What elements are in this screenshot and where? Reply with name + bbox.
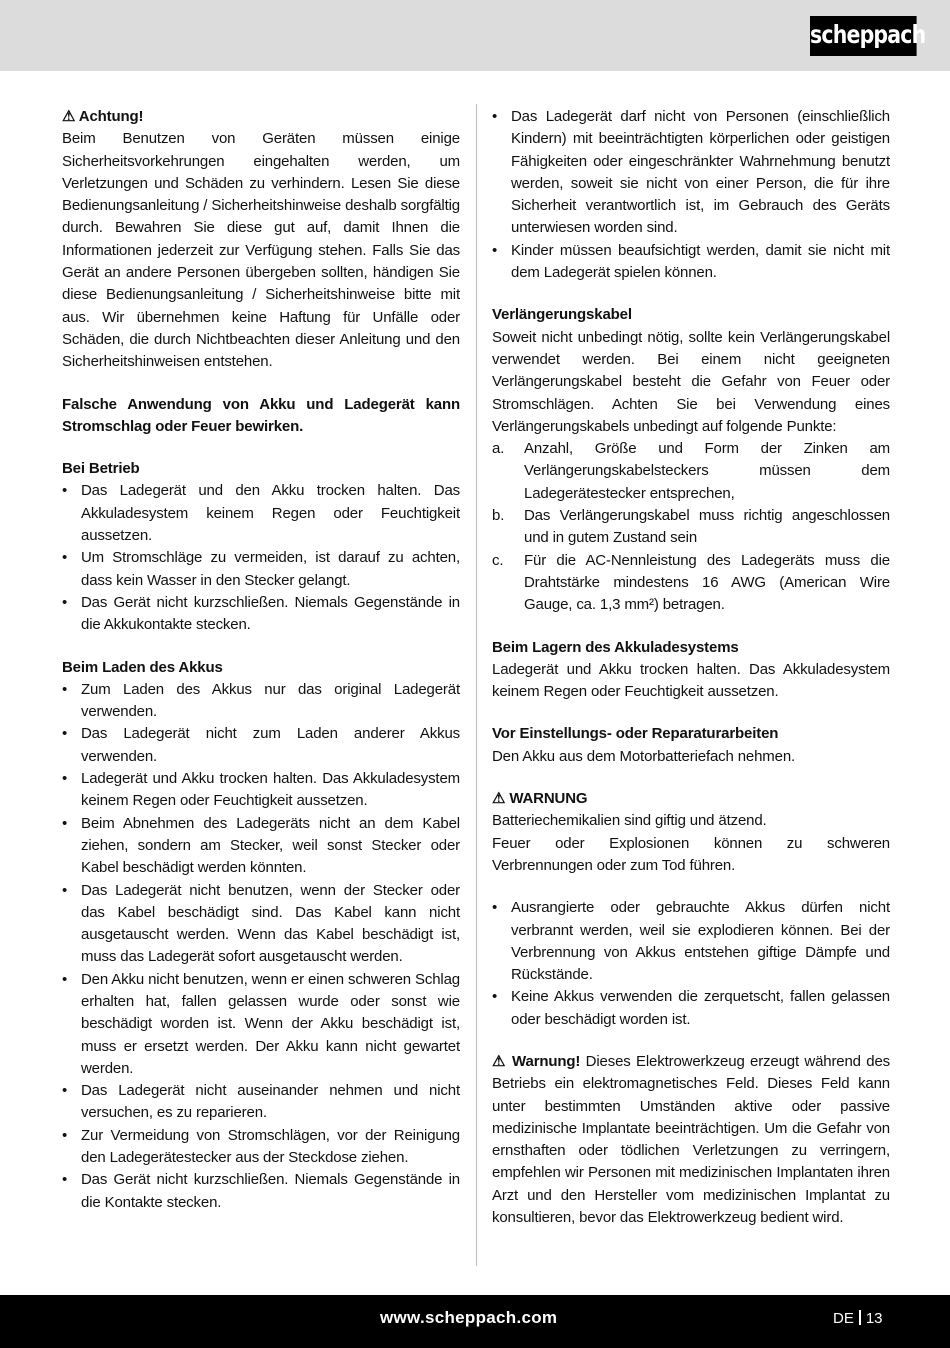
list-letter: a. [492,440,505,458]
list-item [62,1169,460,1214]
lettered-list [492,438,890,616]
bullet-marker: • [492,899,498,917]
section-block [62,657,460,1214]
section-heading: Bei Betrieb [62,460,140,478]
list-item-text: Das Ladegerät nicht benutzen, wenn der Stecker oder das Kabel beschädigt sind. Das Kabel kann nicht ausgetauscht werden. Wenn das Kabel beschädigt ist, muss das Ladegerät sofort ausgetauscht werden. [81,881,460,966]
list-item [62,592,460,637]
list-item-text: Zum Laden des Akkus nur das original Ladegerät verwenden. [81,680,460,721]
section-text: Feuer oder Explosionen können zu schweren Verbrennungen oder zum Tod führen. [492,834,890,874]
bullet-marker: • [492,241,498,259]
bullet-marker: • [492,108,498,125]
section-block [492,897,890,1031]
list-item-text: Das Gerät nicht kurzschließen. Niemals Gegenstände in die Akkukontakte stecken. [81,593,460,634]
list-item-text: Das Gerät nicht kurzschließen. Niemals Gegenstände in die Kontakte stecken. [81,1171,460,1211]
bullet-list [492,106,890,284]
section-block [492,637,890,704]
bullet-marker: • [62,1082,68,1100]
list-item-text: Beim Abnehmen des Ladegeräts nicht an dem Kabel ziehen, sondern am Stecker, weil sonst Stecker oder Kabel beschädigt werden könnten. [81,814,460,877]
list-item [62,480,460,547]
bullet-marker: • [62,881,68,899]
warning-paragraph [492,1051,890,1229]
section-heading: ⚠ WARNUNG [492,790,588,808]
list-letter: b. [492,507,505,525]
list-item [62,723,460,768]
bullet-marker: • [62,725,68,743]
warning-text: Dieses Elektrowerkzeug erzeugt während des Betriebs ein elektromagnetisches Feld. Dieses Feld kann unter bestimmten Umständen aktive oder passive medizinische Implantate beeinträchtigen. Um die Gefahr von ernsthaften oder tödlichen Verletzungen zu verringern, empfehlen wir Personen mit medizinischen Implantaten ihren Arzt und den Hersteller vom medizinischen Implantat zu konsultieren, bevor das Elektrowerkzeug bedient wird. [492,1052,890,1227]
list-item-text: Anzahl, Größe und Form der Zinken am Verlängerungskabelsteckers müssen dem Ladegerätestecker entsprechen, [524,440,890,502]
section-block [492,788,890,877]
page-number: 13 [865,1310,883,1327]
list-item-text: Den Akku nicht benutzen, wenn er einen schweren Schlag erhalten hat, fallen gelassen wurde oder sonst wie beschädigt worden ist. Wenn der Akku beschädigt ist, muss er ersetzt werden. Der Akku kann nicht gewartet werden. [81,970,460,1077]
bullet-marker: • [62,970,68,988]
website-link[interactable]: www.scheppach.com [380,1308,558,1327]
list-item [492,505,890,550]
section-heading: Beim Lagern des Akkuladesystems [492,638,739,656]
footer-bar [0,1295,950,1348]
page-indicator [833,1310,883,1327]
list-item [62,969,460,1080]
section-block [62,106,460,374]
section-block [492,438,890,616]
separator [859,1310,861,1325]
bullet-list [492,897,890,1031]
bullet-marker: • [62,482,68,500]
list-item [62,880,460,969]
scheppach-logo: scheppach [810,16,917,56]
list-item [62,1125,460,1170]
section-block [492,1051,890,1229]
bullet-list [62,679,460,1214]
list-item [62,1080,460,1125]
list-item-text: Ladegerät und Akku trocken halten. Das Akkuladesystem keinem Regen oder Feuchtigkeit aussetzen. [81,770,460,810]
section-block [62,394,460,439]
bullet-marker: • [62,1126,68,1144]
list-item [62,768,460,813]
language-code: DE [833,1310,854,1327]
list-item [62,679,460,724]
section-block [492,106,890,284]
section-text: Den Akku aus dem Motorbatteriefach nehmen. [492,747,796,765]
column-divider [476,104,477,1266]
section-text: Ladegerät und Akku trocken halten. Das Akkuladesystem keinem Regen oder Feuchtigkeit aussetzen. [492,660,890,701]
section-heading: Vor Einstellungs- oder Reparaturarbeiten [492,725,779,743]
list-item [492,240,890,285]
bullet-marker: • [62,1171,68,1189]
section-block [492,723,890,768]
list-item-text: Für die AC-Nennleistung des Ladegeräts muss die Drahtstärke mindestens 16 AWG (American Wire Gauge, ca. 1,3 mm²) betragen. [524,551,890,614]
section-heading: Verlängerungskabel [492,306,632,324]
warning-heading: ⚠ Warnung! [492,1052,581,1070]
list-item [492,986,890,1031]
list-letter: c. [492,551,504,569]
list-item-text: Das Ladegerät nicht zum Laden anderer Akkus verwenden. [81,725,460,765]
section-text: Beim Benutzen von Geräten müssen einige Sicherheitsvorkehrungen eingehalten werden, um Verletzungen und Schäden zu verhindern. Lesen Sie diese Bedienungsanleitung / Sicherheitshinweise deshalb sorgfältig durch. Bewahren Sie diese gut auf, damit Ihnen die Informationen jederzeit zur Verfügung stehen. Falls Sie das Gerät an andere Personen übergeben sollten, händigen Sie diese Bedienungsanleitung / Sicherheitshinweise bitte mit aus. Wir übernehmen keine Haftung für Unfälle oder Schäden, die durch Nichtbeachten dieser Anleitung und den Sicherheitshinweisen entstehen. [62,130,460,371]
section-text: Soweit nicht unbedingt nötig, sollte kein Verlängerungskabel verwendet werden. Bei einem nicht geeigneten Verlängerungskabel besteht die Gefahr von Feuer oder Stromschlägen. Achten Sie bei Verwendung eines Verlängerungskabels unbedingt auf folgende Punkte: [492,328,890,435]
list-item-text: Keine Akkus verwenden die zerquetscht, fallen gelassen oder beschädigt worden ist. [511,988,890,1028]
list-item-text: Zur Vermeidung von Stromschlägen, vor der Reinigung den Ladegerätestecker aus der Steckdose ziehen. [81,1126,460,1167]
bullet-list [62,480,460,636]
right-column [492,106,890,1249]
bullet-marker: • [492,988,498,1006]
list-item [492,550,890,617]
list-item [492,106,890,240]
section-heading: Beim Laden des Akkus [62,658,223,676]
list-item [492,438,890,505]
left-column [62,106,460,1234]
list-item [492,897,890,986]
list-item-text: Um Stromschläge zu vermeiden, ist darauf zu achten, dass kein Wasser in den Stecker gelangt. [81,549,460,589]
section-heading: Falsche Anwendung von Akku und Ladegerät kann Stromschlag oder Feuer bewirken. [62,395,460,435]
list-item-text: Ausrangierte oder gebrauchte Akkus dürfen nicht verbrannt werden, weil sie explodieren können. Bei der Verbrennung von Akkus entstehen giftige Dämpfe und Rückstände. [511,899,890,984]
bullet-marker: • [62,593,68,611]
bullet-marker: • [62,814,68,832]
list-item [62,813,460,880]
list-item-text: Das Verlängerungskabel muss richtig angeschlossen und in gutem Zustand sein [524,507,890,547]
section-block [62,458,460,636]
list-item-text: Das Ladegerät nicht auseinander nehmen und nicht versuchen, es zu reparieren. [81,1082,460,1122]
bullet-marker: • [62,770,68,788]
bullet-marker: • [62,680,68,698]
bullet-marker: • [62,549,68,567]
list-item [62,547,460,592]
list-item-text: Das Ladegerät und den Akku trocken halten. Das Akkuladesystem keinem Regen oder Feuchtigkeit aussetzen. [81,482,460,545]
list-item-text: Kinder müssen beaufsichtigt werden, damit sie nicht mit dem Ladegerät spielen können. [511,241,890,282]
section-heading: ⚠ Achtung! [62,108,144,125]
list-item-text: Das Ladegerät darf nicht von Personen (einschließlich Kindern) mit beeinträchtigten körperlichen oder geistigen Fähigkeiten oder eingeschränkter Wahrnehmung benutzt werden, soweit sie nicht von einer Person, die für ihre Sicherheit verantwortlich ist, im Gebrauch des Geräts unterwiesen worden sind. [511,108,890,237]
section-block [492,304,890,438]
section-text: Batteriechemikalien sind giftig und ätzend. [492,812,767,830]
header-bar [0,0,950,71]
